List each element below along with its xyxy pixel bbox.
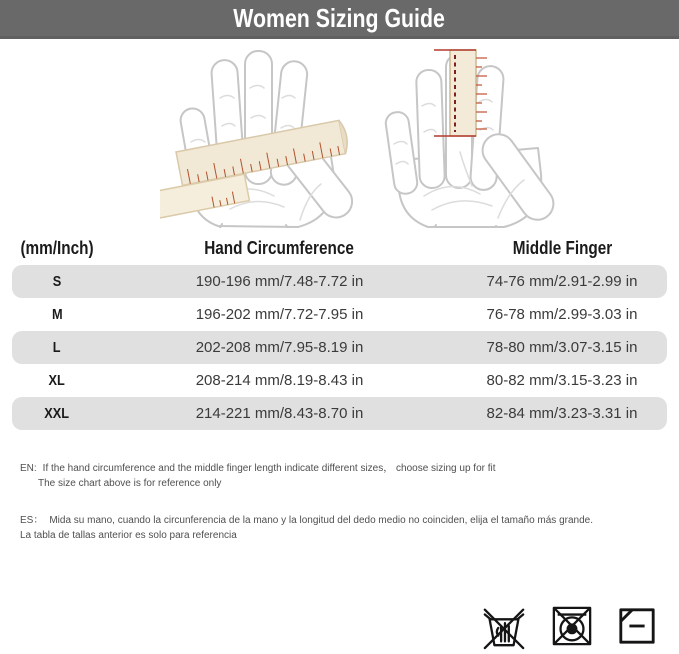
- column-header-unit: (mm/Inch): [20, 237, 94, 258]
- table-row: [12, 364, 667, 397]
- note-es-label: ES：: [20, 515, 44, 526]
- hand-circumference-cell: 208-214 mm/8.19-8.43 in: [195, 372, 364, 389]
- hand-circumference-illustration-icon: [160, 46, 360, 228]
- title-bar: [0, 0, 679, 39]
- do-not-tumble-dry-icon: [551, 604, 593, 648]
- table-row: [12, 397, 667, 430]
- middle-finger-cell: 78-80 mm/3.07-3.15 in: [486, 339, 638, 356]
- table-row: [12, 331, 667, 364]
- dry-flat-in-shade-icon: [617, 605, 657, 647]
- hand-circumference-cell: 190-196 mm/7.48-7.72 in: [195, 273, 364, 290]
- size-cell: L: [53, 339, 61, 356]
- note-en-label: EN:: [20, 463, 37, 474]
- middle-finger-cell: 82-84 mm/3.23-3.31 in: [486, 405, 638, 422]
- table-row: [12, 265, 667, 298]
- hand-circumference-cell: 202-208 mm/7.95-8.19 in: [195, 339, 364, 356]
- hand-circumference-cell: 196-202 mm/7.72-7.95 in: [195, 306, 364, 323]
- note-en-line1: EN: If the hand circumference and the middle finger length indicate different sizes， choose sizing up for fit: [20, 463, 496, 474]
- note-en-line2: The size chart above is for reference only: [38, 478, 222, 489]
- note-es-line1: ES： Mida su mano, cuando la circunferencia de la mano y la longitud del dedo medio no coinciden, elija el tamaño más grande.: [20, 515, 594, 526]
- table-row: [12, 298, 667, 331]
- care-symbols: [481, 601, 657, 651]
- sizing-table: [12, 231, 667, 430]
- table-header-row: [12, 231, 667, 265]
- note-spanish: [20, 513, 593, 543]
- middle-finger-cell: 74-76 mm/2.91-2.99 in: [486, 273, 638, 290]
- note-english: [20, 461, 496, 491]
- size-cell: XL: [48, 372, 66, 389]
- middle-finger-illustration-icon: [376, 46, 566, 228]
- hand-circumference-cell: 214-221 mm/8.43-8.70 in: [195, 405, 364, 422]
- do-not-wash-icon: [481, 601, 527, 651]
- column-header-hand-circumference: Hand Circumference: [204, 237, 355, 258]
- size-cell: XXL: [44, 405, 70, 422]
- column-header-middle-finger: Middle Finger: [512, 237, 612, 258]
- middle-finger-cell: 80-82 mm/3.15-3.23 in: [486, 372, 638, 389]
- middle-finger-cell: 76-78 mm/2.99-3.03 in: [486, 306, 638, 323]
- note-es-line2: La tabla de tallas anterior es solo para referencia: [20, 530, 237, 541]
- size-cell: S: [52, 273, 62, 290]
- page-title: Women Sizing Guide: [233, 2, 446, 33]
- size-cell: M: [51, 306, 63, 323]
